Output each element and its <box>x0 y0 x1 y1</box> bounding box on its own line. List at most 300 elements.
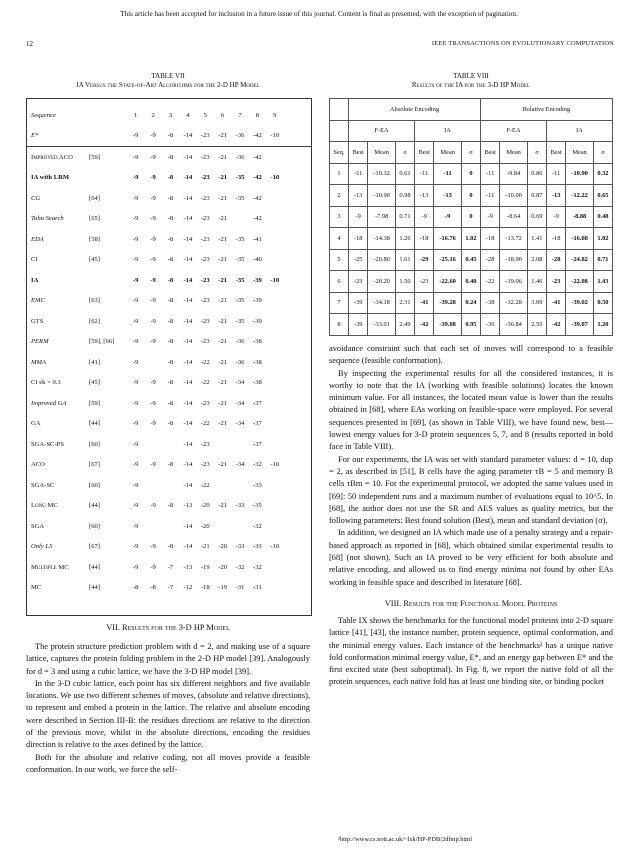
table7-reference: [41] <box>89 358 100 366</box>
table7-cell: -23 <box>200 276 210 284</box>
table7-cell: -14 <box>183 379 193 387</box>
table8-cell: -19.06 <box>500 271 527 293</box>
table7-reference: [60] <box>89 481 100 489</box>
table7-cell: -9 <box>150 502 156 510</box>
table8-column-header: σ <box>461 142 480 164</box>
table7-cell: -23 <box>200 194 210 202</box>
table8-cell: -41 <box>546 292 565 314</box>
table8-cell: -8.64 <box>500 206 527 228</box>
table7-cell: -35 <box>235 194 245 202</box>
table8-cell: -12.22 <box>566 185 593 207</box>
table7-cell: -22 <box>200 420 210 428</box>
table8-cell: 0.86 <box>527 163 546 185</box>
table8-column-header: Best <box>480 142 499 164</box>
table7-cell: -37 <box>253 399 262 407</box>
table8-sub-row <box>330 120 613 142</box>
table-row <box>27 126 311 147</box>
table8-cell: 3.09 <box>527 292 546 314</box>
table7-cell: -14 <box>183 543 193 551</box>
table7-cell: -14 <box>183 440 193 448</box>
table7-cell: 6 <box>221 111 225 119</box>
table8-cell: -25 <box>349 249 368 271</box>
table8-cell: -20.80 <box>368 249 395 271</box>
table8-cell: 0.71 <box>593 249 612 271</box>
right-column-text <box>329 343 613 689</box>
table7-cell: -23 <box>200 235 210 243</box>
table7-cell: 1 <box>134 111 138 119</box>
table8-cell: -41 <box>414 292 433 314</box>
table8-sub-fea-abs: F-EA <box>349 120 415 142</box>
table7-values <box>127 352 311 373</box>
table8-cell: -10.90 <box>368 185 395 207</box>
table8-label: TABLE VIII <box>453 72 489 80</box>
table8-column-header: Mean <box>500 142 527 164</box>
table7-cell: -21 <box>218 174 228 182</box>
table8-column-header: Mean <box>368 142 395 164</box>
table8-cell: 1.61 <box>395 249 414 271</box>
journal-name: IEEE TRANSACTIONS ON EVOLUTIONARY COMPUTATION <box>431 40 614 47</box>
table7-cell: 8 <box>255 111 260 119</box>
table7-cell: -9 <box>132 235 139 243</box>
table8-cell: -25.16 <box>434 249 461 271</box>
table7-cell: -14 <box>183 461 193 469</box>
table8-cell: -33.01 <box>368 314 395 336</box>
table7-cell: -34 <box>235 399 245 407</box>
table7-cell: -31 <box>253 584 262 592</box>
table7-cell: -9 <box>150 420 156 428</box>
table8-cell: -13 <box>434 185 461 207</box>
table7-values <box>127 291 311 312</box>
table-row <box>330 249 613 271</box>
table8-cell: 0.45 <box>461 249 480 271</box>
table8-group-absolute: Absolute Encoding <box>349 99 481 121</box>
table7-values <box>127 229 311 250</box>
table7-values <box>127 270 311 291</box>
paragraph: In addition, we designed an IA which made use of a penalty strategy and a repair-based approach as reported in [68], which obtained similar experimental results to [68] (not shown). Such an IA proved to be very efficient for both absolute and relative encoding, and allowed us to find energy minima not found by other EAs working in feasible space and described in literature [68]. <box>329 528 613 587</box>
table7-values <box>127 475 311 496</box>
table-row <box>27 414 311 435</box>
table7-reference: [65] <box>89 215 100 223</box>
table8-cell: -29 <box>414 249 433 271</box>
table8-cell: -13 <box>414 185 433 207</box>
table-row <box>27 188 311 209</box>
table8-cell: -10.90 <box>566 163 593 185</box>
table7-method-name: E* <box>31 132 39 140</box>
table7-method-name: Improved ACO <box>27 147 89 168</box>
table8-cell: 0.87 <box>527 185 546 207</box>
table7-cell: 9 <box>273 111 277 119</box>
table7-method-name: CG <box>31 194 41 202</box>
table7-cell: -35 <box>253 502 262 510</box>
table7-reference: [60] <box>89 522 100 530</box>
table7-method-name: IA <box>31 276 39 284</box>
table7-cell: -14 <box>183 522 193 530</box>
table7-cell: -35 <box>235 317 245 325</box>
table7-cell: -38 <box>253 338 262 346</box>
table8-cell: -11 <box>434 163 461 185</box>
table-row <box>27 311 311 332</box>
table8-cell: -10.32 <box>368 163 395 185</box>
table7-cell: -35 <box>235 276 245 284</box>
table7-cell: -12 <box>183 584 193 592</box>
table7-cell: -8 <box>167 317 174 325</box>
table7-cell: -14 <box>183 235 193 243</box>
table7-cell: -9 <box>150 379 156 387</box>
table8-cell: 0.48 <box>593 206 612 228</box>
table7-cell: -9 <box>132 399 139 407</box>
table8-cell: 1.50 <box>395 271 414 293</box>
table7-cell: -9 <box>132 420 139 428</box>
table7-cell: -9 <box>150 256 156 264</box>
table7-cell: -36 <box>235 132 245 140</box>
table7-cell: -9 <box>150 338 156 346</box>
table7-cell: -23 <box>200 338 210 346</box>
table7-cell: -8 <box>167 194 174 202</box>
table7-cell: -21 <box>218 215 228 223</box>
table8-cell: 2.08 <box>527 249 546 271</box>
table7-cell: -32 <box>253 563 262 571</box>
table7-cell: -9 <box>132 317 139 325</box>
table7-cell: -39 <box>253 317 262 325</box>
table7-cell: -23 <box>200 174 210 182</box>
table7-method-name: MMA <box>31 358 47 366</box>
table7-cell: -40 <box>253 256 262 264</box>
table8-group-row <box>330 99 613 121</box>
table7-cell: -9 <box>132 522 139 530</box>
table7-method-name: Multiple MC <box>31 563 69 571</box>
table7-cell: -8 <box>167 132 174 140</box>
table7-cell: -9 <box>132 502 139 510</box>
table8-column-header: Seq. <box>330 142 349 164</box>
table7-cell: -9 <box>150 215 156 223</box>
table7-cell: -23 <box>200 215 210 223</box>
table7-cell: -9 <box>132 256 139 264</box>
table7-cell: -33 <box>235 502 245 510</box>
table7-cell: -8 <box>167 276 174 284</box>
table7-cell: -9 <box>150 153 156 161</box>
table8-cell: -36 <box>480 314 499 336</box>
table7-cell: -23 <box>200 317 210 325</box>
table-row <box>330 292 613 314</box>
table7-cell: -32 <box>253 522 262 530</box>
table7-cell: -35 <box>235 297 245 305</box>
table7-cell: -10 <box>270 543 280 551</box>
table7-method-name: GA <box>31 420 41 428</box>
table8-cell: -22.08 <box>566 271 593 293</box>
table7-reference: [44] <box>89 502 100 510</box>
table8-cell: -11 <box>480 185 499 207</box>
table7-method-name: CI <box>31 256 38 264</box>
table7-cell: -42 <box>253 174 262 182</box>
table7-cell: -21 <box>218 256 228 264</box>
table7-cell: -23 <box>200 297 210 305</box>
table8-cell: 6 <box>330 271 349 293</box>
table7-reference: [67] <box>89 543 100 551</box>
table7-method-name: Only LS <box>31 543 53 551</box>
table7-cell: -36 <box>235 153 245 161</box>
table7-values <box>127 496 311 517</box>
table-row <box>27 352 311 373</box>
table7-reference: [59] <box>89 399 100 407</box>
table7-title: IA Versus the State-of-Art Algorithms for the 2-D HP Model <box>76 81 260 89</box>
table7-cell: -33 <box>253 543 262 551</box>
table7-cell: -9 <box>132 481 139 489</box>
table7-cell: -39 <box>253 276 262 284</box>
table7-cell: -14 <box>183 399 193 407</box>
table7-cell: -14 <box>183 132 193 140</box>
table7-cell: -19 <box>200 563 210 571</box>
table7-cell: -8 <box>167 502 174 510</box>
table-row <box>330 206 613 228</box>
table-row <box>27 455 311 476</box>
table8-cell: -39.08 <box>434 314 461 336</box>
table7-values <box>127 537 311 558</box>
table8-cell: -7.98 <box>368 206 395 228</box>
table8-cell: 0.40 <box>461 271 480 293</box>
table7-cell: -9 <box>150 461 156 469</box>
table8-cell: 1.02 <box>593 228 612 250</box>
table7-values <box>127 393 311 414</box>
table-row <box>27 434 311 455</box>
table8-cell: -39 <box>349 292 368 314</box>
table7-method-name: Improved GA <box>31 399 67 407</box>
paragraph: Table IX shows the benchmarks for the functional model proteins into 2-D square lattice [41], [43], the instance number, protein sequence, optimal conformation, and the minimal energy values. Each instance of the benchmarks² has a unique native fold conformation minimal energy value, E*, and an energy gap between E* and the first excited state (best suboptimal). In Fig. 8, we report the native fold of all the protein sequences, each native fold has at least one binding site, or binding pocket <box>329 615 613 687</box>
acceptance-notice: This article has been accepted for inclusion in a future issue of this journal. Content is final as presented, with the exception of pagination. <box>120 10 518 18</box>
table7-cell: -36 <box>235 358 245 366</box>
table7-cell: -22 <box>200 481 210 489</box>
table7-cell: -23 <box>200 399 210 407</box>
table7-values <box>127 250 311 271</box>
table7-cell: -8 <box>167 379 174 387</box>
table8-cell: -38 <box>480 292 499 314</box>
table7-cell: -20 <box>200 522 210 530</box>
table8-cell: -39.07 <box>566 314 593 336</box>
table8-cell: 2.55 <box>527 314 546 336</box>
table8-cell: -16.08 <box>566 228 593 250</box>
table8-cell: -18 <box>414 228 433 250</box>
table7-cell: -9 <box>150 399 156 407</box>
table7-values <box>127 434 311 455</box>
table8-cell: 5 <box>330 249 349 271</box>
table8-sub-fea-rel: F-EA <box>480 120 546 142</box>
table7-values <box>127 188 311 209</box>
table8-cell: -39 <box>349 314 368 336</box>
section-vii-title: VII. Results for the 3-D HP Model <box>106 623 230 632</box>
table7-cell: -8 <box>167 399 174 407</box>
table7-reference: [60] <box>89 440 100 448</box>
table7-values <box>127 168 311 189</box>
table8-cell: -9 <box>434 206 461 228</box>
table7-cell: -13 <box>183 502 193 510</box>
table7-method-name: Sequence <box>31 111 56 119</box>
table7-method-name: SGA-SC-PS <box>31 440 64 448</box>
table7-cell: -8 <box>167 297 174 305</box>
table8-cell: -23 <box>414 271 433 293</box>
table7-values <box>127 147 311 168</box>
table7-reference: [59], [66] <box>89 338 115 346</box>
table7-cell: -9 <box>150 194 156 202</box>
table7-cell: -41 <box>253 235 262 243</box>
table7-cell: -9 <box>150 276 156 284</box>
table7-cell: -14 <box>183 338 193 346</box>
table7-cell: -38 <box>253 379 262 387</box>
table7-cell: -9 <box>132 297 139 305</box>
table7-method-name: Long MC <box>31 502 58 510</box>
table7-values <box>127 414 311 435</box>
table-row <box>27 475 311 496</box>
table7-cell: 5 <box>203 111 207 119</box>
paragraph: By inspecting the experimental results for all the considered instances, it is worthy to note that the IA (working with feasible solutions) locates the known minimum value. For all instances, the located mean value is lower than the results obtained in [68], where EAs working on feasible-space were employed. For several sequences presented in [69], (as shown in Table VIII), we have found new, best—lowest energy values for 3-D protein sequences 5, 7, and 8 (results reported in bold face in Table VIII). <box>329 368 613 452</box>
table7-cell: -9 <box>132 461 139 469</box>
table7-cell: 7 <box>238 111 242 119</box>
table7-reference: [67] <box>89 461 100 469</box>
table7-cell: -34 <box>235 379 245 387</box>
table7-cell: -9 <box>132 174 139 182</box>
table8-cell: 0 <box>461 206 480 228</box>
table7-cell: -21 <box>218 420 228 428</box>
table-row <box>27 147 311 168</box>
table7-cell: -20 <box>218 563 228 571</box>
table8-cell: 0.24 <box>461 292 480 314</box>
left-column-text <box>26 622 310 776</box>
table-row <box>27 393 311 414</box>
table8-cell: -11 <box>480 163 499 185</box>
table8 <box>329 98 613 330</box>
table7-cell: -33 <box>235 543 245 551</box>
table-row <box>330 185 613 207</box>
table7-values <box>127 578 311 599</box>
table-row <box>330 163 613 185</box>
table7-cell: -7 <box>167 584 174 592</box>
table7-cell: -9 <box>150 174 156 182</box>
table7-cell: -8 <box>167 174 174 182</box>
table7-cell: -14 <box>183 256 193 264</box>
table7-cell: -10 <box>270 461 280 469</box>
table8-column-header: σ <box>527 142 546 164</box>
table7-cell: -8 <box>167 338 174 346</box>
table7-cell: -7 <box>167 563 174 571</box>
table8-cell: -16.76 <box>434 228 461 250</box>
table8-cell: 2 <box>330 185 349 207</box>
table8-cell: 0.98 <box>395 185 414 207</box>
table7-cell: -22 <box>200 358 210 366</box>
table-row <box>330 314 613 336</box>
table7-cell: -21 <box>218 338 228 346</box>
table7-reference: [59] <box>89 147 127 168</box>
table8-cell: 1.41 <box>527 228 546 250</box>
table7-reference <box>89 105 127 126</box>
paragraph: The protein structure prediction problem with d = 2, and making use of a square lattice, captures the protein folding problem in the 2-D HP model [39]. Analogously for d = 3 and using a cubic lattice, we have the 3-D HP model [39]. <box>26 642 310 676</box>
table8-cell: -9 <box>546 206 565 228</box>
table7-cell: -20 <box>218 543 228 551</box>
table7-cell: -9 <box>132 358 139 366</box>
table7-caption <box>26 72 310 90</box>
table7-values <box>127 332 311 353</box>
table8-cell: 2.49 <box>395 314 414 336</box>
table8-cell: -11 <box>414 163 433 185</box>
table8-column-header: Best <box>414 142 433 164</box>
table7-cell: -9 <box>132 379 139 387</box>
table7-cell: -9 <box>150 543 156 551</box>
table7-cell: -33 <box>253 481 262 489</box>
table7-label: TABLE VII <box>151 72 185 80</box>
table8-column-header: Best <box>546 142 565 164</box>
table8-column-header: σ <box>395 142 414 164</box>
table-row <box>27 105 311 126</box>
table8-cell: -39.02 <box>566 292 593 314</box>
table7-cell: -34 <box>235 461 245 469</box>
table7-cell: -21 <box>218 276 228 284</box>
table7-cell: -9 <box>150 235 156 243</box>
table7-cell: -9 <box>150 563 156 571</box>
table7-reference: [58] <box>89 235 100 243</box>
table7-cell: -31 <box>235 584 245 592</box>
table7-cell: -21 <box>218 399 228 407</box>
table8-cell: -9 <box>414 206 433 228</box>
table7-values <box>127 311 311 332</box>
table8-sub-ia-rel: IA <box>546 120 612 142</box>
table8-cell: -11 <box>546 163 565 185</box>
table8-caption <box>329 72 613 90</box>
table8-cell: 3 <box>330 206 349 228</box>
table8-cell: -24.82 <box>566 249 593 271</box>
table8-column-header: Mean <box>434 142 461 164</box>
table8-cell: -13 <box>546 185 565 207</box>
table7-reference: [44] <box>89 563 100 571</box>
table7-cell: -8 <box>150 584 156 592</box>
table7-values <box>127 557 311 578</box>
table8-title: Results of the IA for the 3-D HP Model <box>411 81 531 89</box>
table8-cell: -28 <box>546 249 565 271</box>
table7-cell: 3 <box>168 111 173 119</box>
table7-cell: -14 <box>183 276 193 284</box>
table8-cell: -9 <box>480 206 499 228</box>
table7-cell: -21 <box>218 194 228 202</box>
table7-reference: [45] <box>89 256 100 264</box>
table7-cell: -23 <box>200 153 210 161</box>
table7-cell: 2 <box>151 111 155 119</box>
table8-cell: -14.38 <box>368 228 395 250</box>
table7-cell: -9 <box>132 153 139 161</box>
table8-cell: -22.60 <box>434 271 461 293</box>
table-row <box>27 209 311 230</box>
table8-cell: -39.28 <box>434 292 461 314</box>
table7-cell: -9 <box>132 440 139 448</box>
table8-cell: -32.28 <box>500 292 527 314</box>
table8-cell: -9 <box>349 206 368 228</box>
table7-cell: -9 <box>132 563 139 571</box>
paragraph: In the 3-D cubic lattice, each point has six different neighbors and five available locations. We use two different schemes of moves, (absolute and relative directions), to represent and embed a protein in the lattice. The relative and absolute encoding were described in Section III-B: the residues directions are relative to the direction of the previous move, whilst in the absolute directions, encoding the residues direction is relative to the axes defined by the lattice. <box>26 678 310 750</box>
table7-cell: -42 <box>253 132 262 140</box>
table8-cell: 1.46 <box>527 271 546 293</box>
table8-cell: 1.20 <box>593 314 612 336</box>
table-row <box>27 516 311 537</box>
table7-cell: -8 <box>167 543 174 551</box>
table8-cell: 4 <box>330 228 349 250</box>
table8-column-header: Best <box>349 142 368 164</box>
table8-cell: -18 <box>349 228 368 250</box>
table7-cell: -22 <box>200 379 210 387</box>
table8-cell: -20.20 <box>368 271 395 293</box>
table7-cell: 4 <box>186 111 190 119</box>
table8-cell: -18 <box>546 228 565 250</box>
table7-cell: -10 <box>270 132 280 140</box>
table-row <box>330 271 613 293</box>
table7-cell: -21 <box>218 235 228 243</box>
table7-cell: -14 <box>183 153 193 161</box>
table7-method-name: GTS <box>31 317 44 325</box>
table7-reference: [45] <box>89 379 100 387</box>
